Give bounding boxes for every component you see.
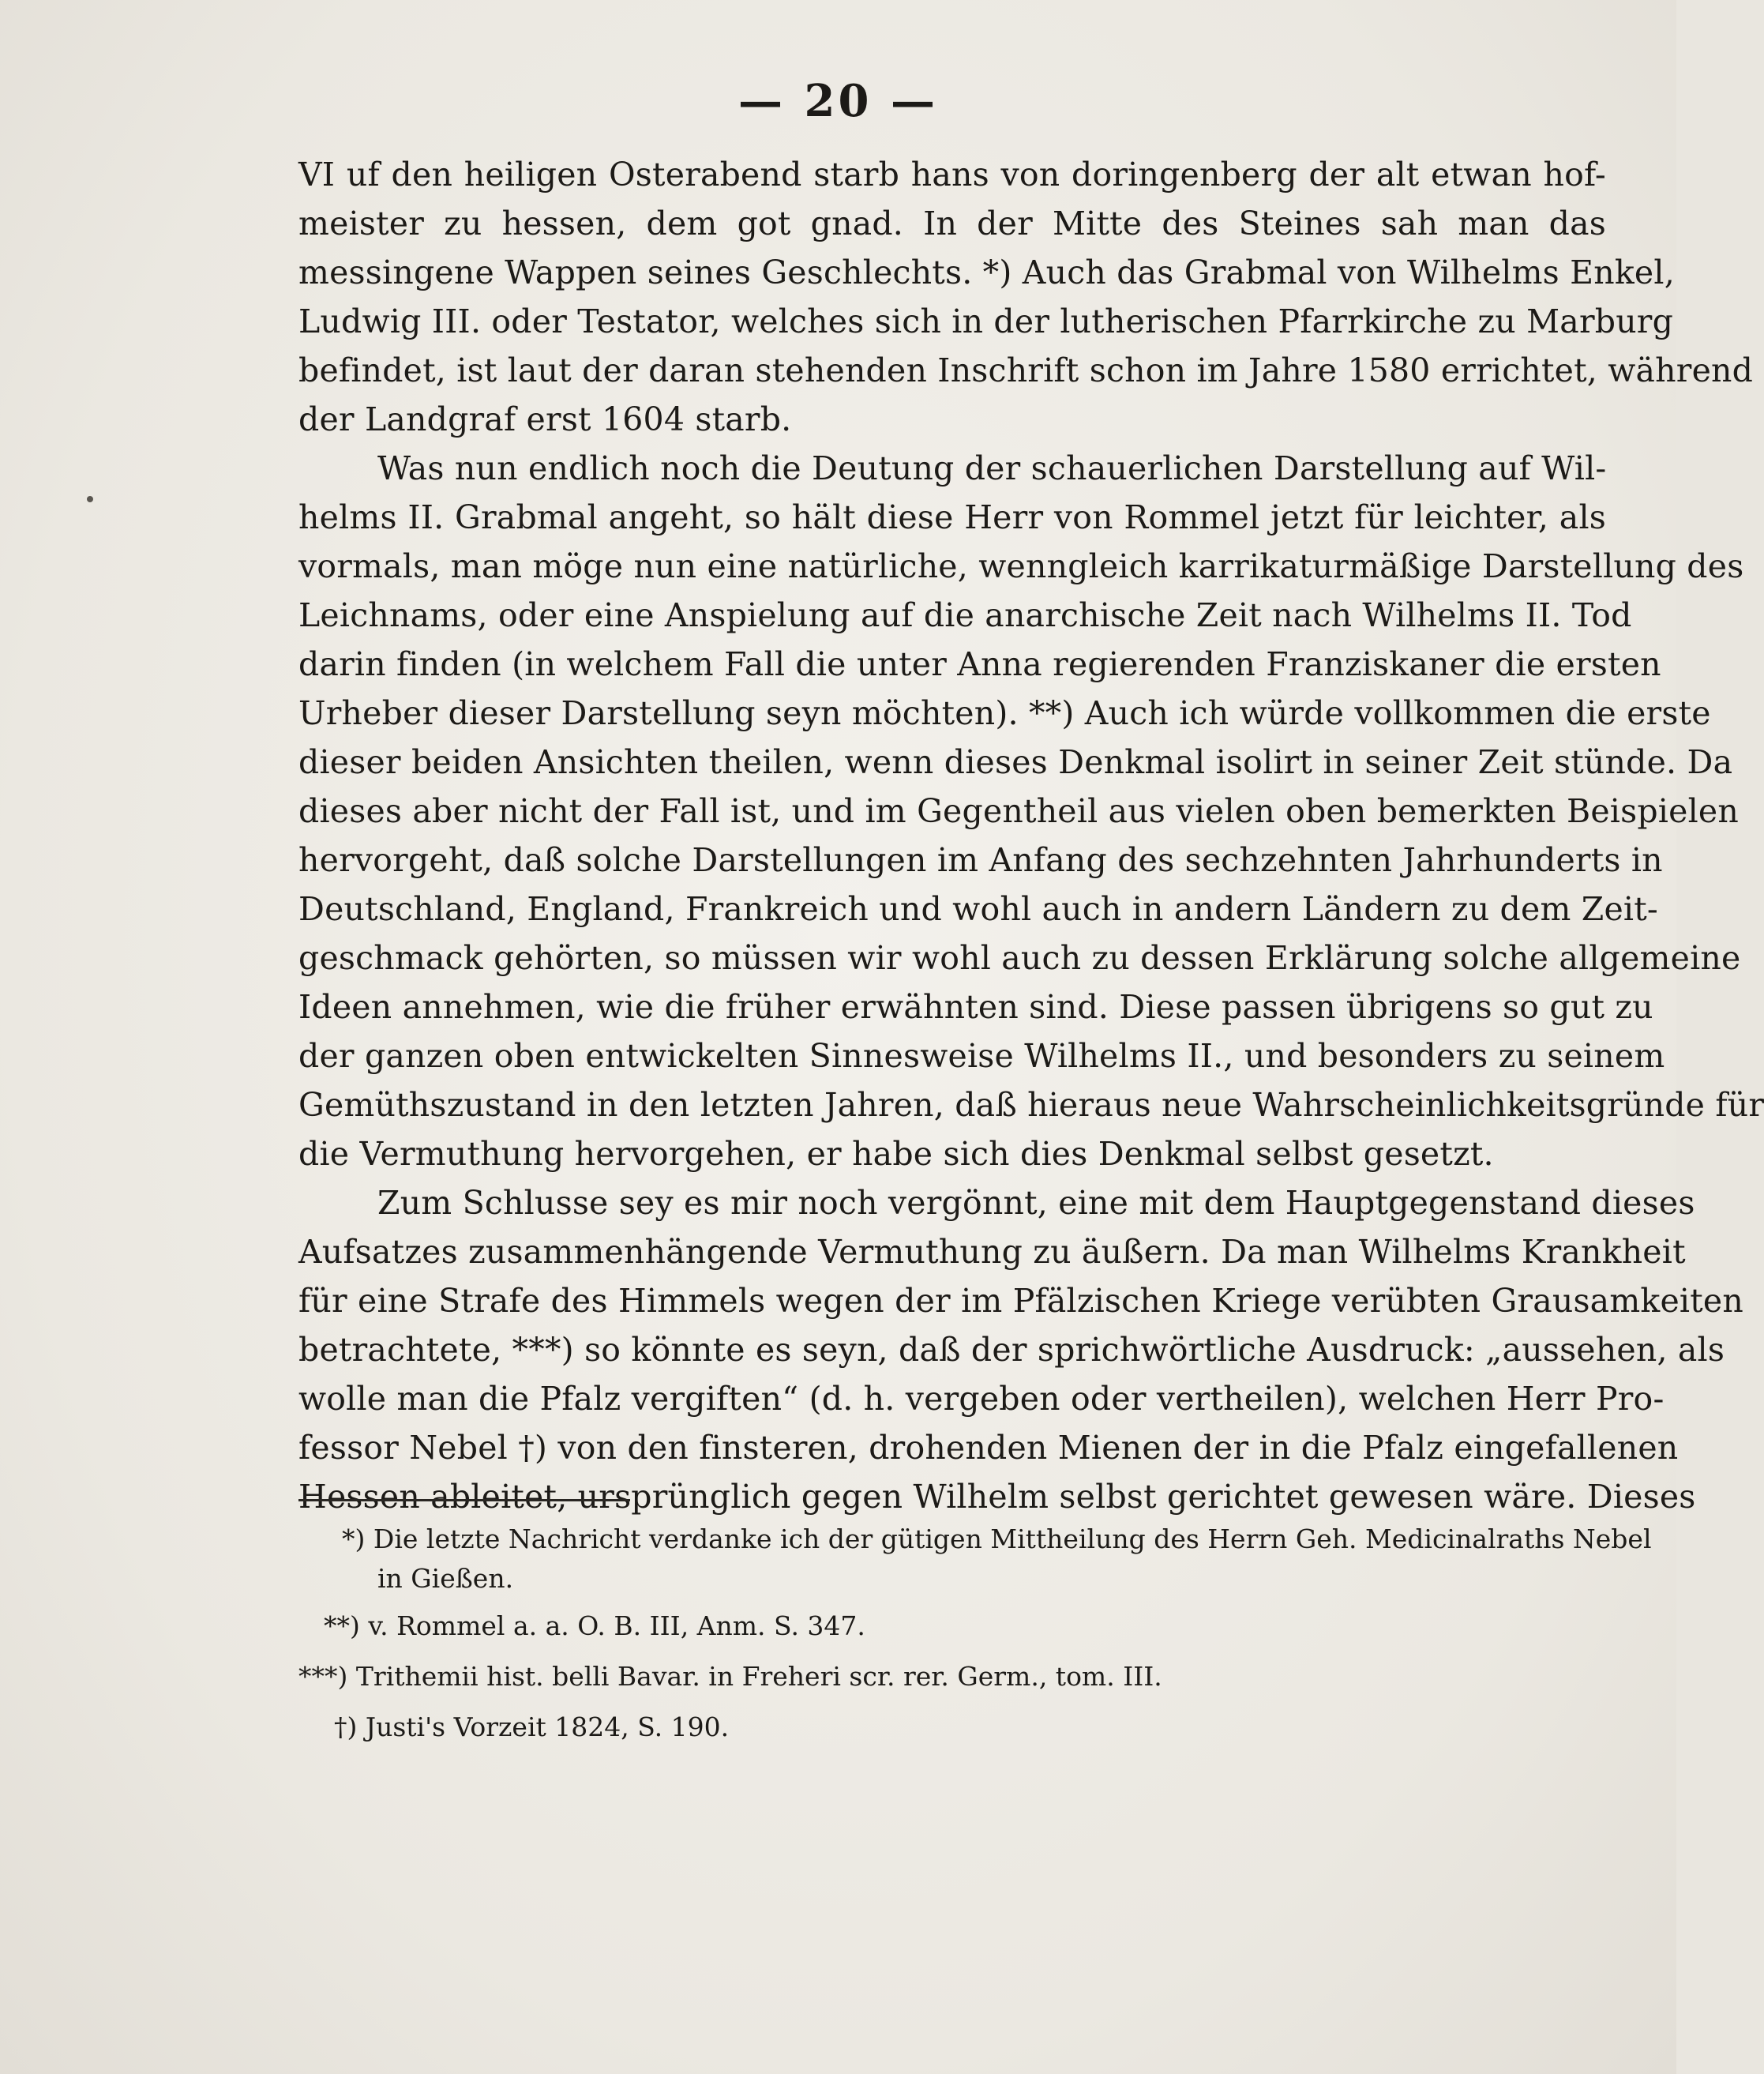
text-line: Urheber dieser Darstellung seyn möchten). **) Auch ich würde vollkommen die erste	[298, 694, 1711, 732]
text-line: fessor Nebel †) von den finsteren, drohenden Mienen der in die Pfalz eingefallenen	[298, 1429, 1679, 1467]
footnote-4: †) Justi's Vorzeit 1824, S. 190.	[334, 1711, 730, 1742]
text-line: helms II. Grabmal angeht, so hält diese Herr von Rommel jetzt für leichter, als	[298, 498, 1606, 536]
text-line: geschmack gehörten, so müssen wir wohl auch zu dessen Erklärung solche allgemeine	[298, 939, 1741, 977]
text-line: darin finden (in welchem Fall die unter Anna regierenden Franziskaner die ersten	[298, 645, 1661, 683]
text-line: Ludwig III. oder Testator, welches sich in der lutherischen Pfarrkirche zu Marburg	[298, 302, 1674, 340]
main-text	[298, 150, 1764, 1521]
text-line: für eine Strafe des Himmels wegen der im Pfälzischen Kriege verübten Grausamkeiten	[298, 1282, 1743, 1320]
text-line: Gemüthszustand in den letzten Jahren, daß hieraus neue Wahrscheinlichkeitsgründe für	[298, 1086, 1764, 1124]
footnote-1: *) Die letzte Nachricht verdanke ich der gütigen Mittheilung des Herrn Geh. Medicinalraths Nebel	[342, 1524, 1652, 1554]
text-line: hervorgeht, daß solche Darstellungen im Anfang des sechzehnten Jahrhunderts in	[298, 841, 1663, 879]
text-line: der ganzen oben entwickelten Sinnesweise Wilhelms II., und besonders zu seinem	[298, 1037, 1665, 1075]
text-line: wolle man die Pfalz vergiften“ (d. h. vergeben oder vertheilen), welchen Herr Pro-	[298, 1380, 1665, 1418]
footnote-2: **) v. Rommel a. a. O. B. III, Anm. S. 347.	[324, 1610, 865, 1641]
text-line: Zum Schlusse sey es mir noch vergönnt, eine mit dem Hauptgegenstand dieses	[377, 1184, 1695, 1222]
text-line: die Vermuthung hervorgehen, er habe sich dies Denkmal selbst gesetzt.	[298, 1135, 1494, 1173]
page-number: — 20 —	[738, 75, 938, 127]
text-line: Hessen ableitet, ursprünglich gegen Wilhelm selbst gerichtet gewesen wäre. Dieses	[298, 1478, 1696, 1516]
text-line: dieser beiden Ansichten theilen, wenn dieses Denkmal isolirt in seiner Zeit stünde. Da	[298, 743, 1733, 781]
text-line: Leichnams, oder eine Anspielung auf die anarchische Zeit nach Wilhelms II. Tod	[298, 596, 1632, 634]
text-line: betrachtete, ***) so könnte es seyn, daß der sprichwörtliche Ausdruck: „aussehen, als	[298, 1331, 1725, 1369]
footnote-rule	[298, 1499, 630, 1501]
text-line: Aufsatzes zusammenhängende Vermuthung zu äußern. Da man Wilhelms Krankheit	[298, 1233, 1686, 1271]
footnote-3: ***) Trithemii hist. belli Bavar. in Freheri scr. rer. Germ., tom. III.	[298, 1661, 1162, 1692]
margin-ink-dot	[87, 496, 93, 502]
footnote-1-continued: in Gießen.	[377, 1563, 514, 1594]
footnotes	[298, 1520, 1652, 1747]
text-line: befindet, ist laut der daran stehenden Inschrift schon im Jahre 1580 errichtet, während	[298, 351, 1754, 389]
text-line: der Landgraf erst 1604 starb.	[298, 400, 792, 438]
text-line: messingene Wappen seines Geschlechts. *) Auch das Grabmal von Wilhelms Enkel,	[298, 254, 1675, 291]
text-line: VI uf den heiligen Osterabend starb hans von doringenberg der alt etwan hof-	[298, 156, 1606, 193]
text-line: meister zu hessen, dem got gnad. In der Mitte des Steines sah man das	[298, 205, 1606, 242]
text-line: dieses aber nicht der Fall ist, und im Gegentheil aus vielen oben bemerkten Beispielen	[298, 792, 1739, 830]
text-line: vormals, man möge nun eine natürliche, wenngleich karrikaturmäßige Darstellung des	[298, 547, 1744, 585]
text-line: Deutschland, England, Frankreich und wohl auch in andern Ländern zu dem Zeit-	[298, 890, 1658, 928]
text-line: Was nun endlich noch die Deutung der schauerlichen Darstellung auf Wil-	[377, 449, 1607, 487]
text-line: Ideen annehmen, wie die früher erwähnten sind. Diese passen übrigens so gut zu	[298, 988, 1653, 1026]
